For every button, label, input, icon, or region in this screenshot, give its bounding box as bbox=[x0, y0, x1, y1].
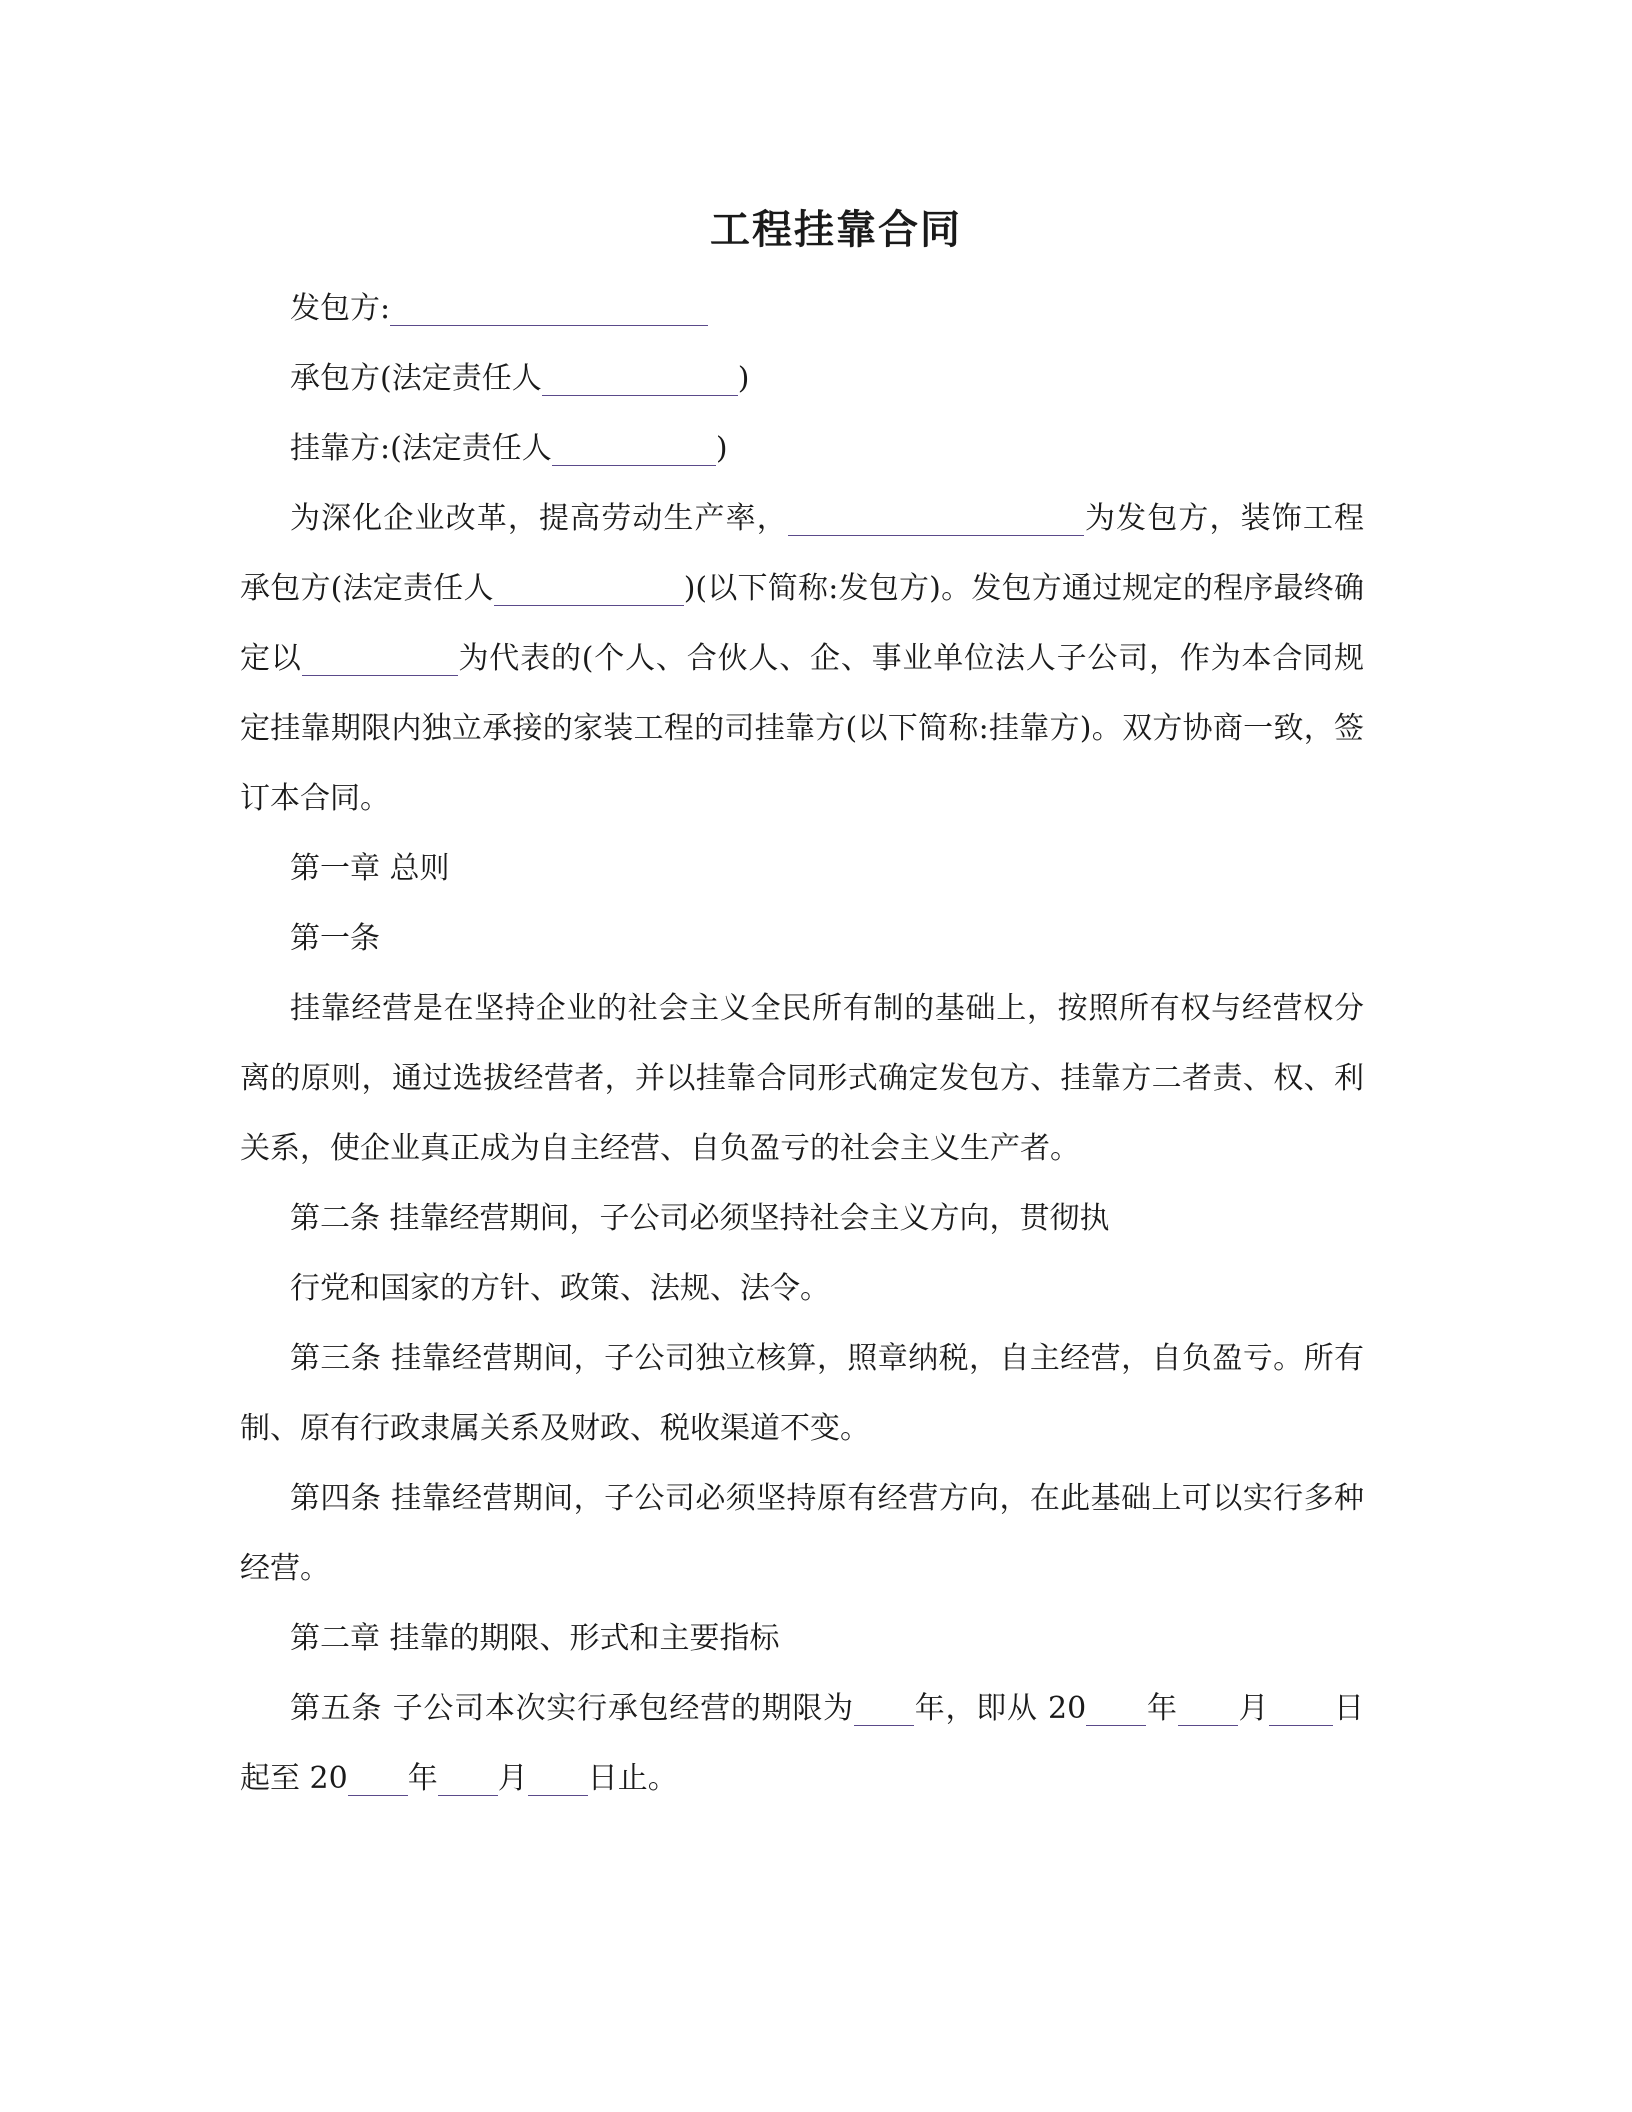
article-5-blank-to-year bbox=[348, 1755, 408, 1796]
intro-blank-3 bbox=[302, 635, 458, 676]
line-fabaofang bbox=[240, 274, 1364, 344]
article-2-line-a: 第二条 挂靠经营期间，子公司必须坚持社会主义方向，贯彻执 bbox=[290, 1201, 1110, 1236]
chengbao-close: ) bbox=[737, 361, 750, 396]
article-2-line-b: 行党和国家的方针、政策、法规、法令。 bbox=[290, 1271, 830, 1306]
intro-paragraph bbox=[240, 484, 1364, 834]
article-5-blank-from-month bbox=[1178, 1685, 1238, 1726]
intro-text-b: 为发包方，装饰工程承包方(法定责任人 bbox=[240, 501, 1365, 606]
intro-text-a: 为深化企业改革，提高劳动生产率， bbox=[290, 501, 788, 536]
chengbao-blank bbox=[542, 355, 738, 396]
article-5-year-label-2: 年 bbox=[407, 1761, 438, 1796]
article-5-blank-to-month bbox=[438, 1755, 498, 1796]
guakao-label: 挂靠方:(法定责任人 bbox=[290, 431, 552, 466]
article-5-year-from: 年，即从 20 bbox=[913, 1691, 1087, 1726]
article-5-blank-from-day bbox=[1269, 1685, 1333, 1726]
document-title: 工程挂靠合同 bbox=[710, 206, 962, 253]
article-5-text-a: 第五条 子公司本次实行承包经营的期限为 bbox=[290, 1691, 854, 1726]
chengbao-label: 承包方(法定责任人 bbox=[290, 361, 542, 396]
article-5-blank-years bbox=[854, 1685, 914, 1726]
fabaofang-label: 发包方: bbox=[290, 291, 391, 326]
article-4-text: 第四条 挂靠经营期间，子公司必须坚持原有经营方向，在此基础上可以实行多种经营。 bbox=[240, 1481, 1364, 1586]
article-3-text: 第三条 挂靠经营期间，子公司独立核算，照章纳税，自主经营，自负盈亏。所有制、原有行政隶属关系及财政、税收渠道不变。 bbox=[240, 1341, 1364, 1446]
chapter-1-heading: 第一章 总则 bbox=[290, 851, 450, 886]
guakao-close: ) bbox=[715, 431, 728, 466]
fabaofang-blank bbox=[390, 285, 708, 326]
line-guakaofang bbox=[240, 414, 1364, 484]
line-chengbaofang bbox=[240, 344, 1364, 414]
intro-text-d: 为代表的(个人、合伙人、企、事业单位法人子公司，作为本合同规定挂靠期限内独立承接的家装工程的司挂靠方(以下简称:挂靠方)。双方协商一致，签订本合同。 bbox=[240, 641, 1364, 816]
article-5-month-label-2: 月 bbox=[497, 1761, 528, 1796]
guakao-blank bbox=[552, 425, 716, 466]
intro-blank-1 bbox=[788, 495, 1084, 536]
document-body bbox=[240, 274, 1364, 1814]
article-5-blank-from-year bbox=[1086, 1685, 1146, 1726]
article-1-heading: 第一条 bbox=[290, 921, 380, 956]
intro-text-c: )(以下简称:发包方)。发包方通过规定的程序最终确定以 bbox=[240, 571, 1364, 676]
article-5-year-label: 年 bbox=[1146, 1691, 1178, 1726]
chapter-2-heading: 第二章 挂靠的期限、形式和主要指标 bbox=[290, 1621, 780, 1656]
article-1-text: 挂靠经营是在坚持企业的社会主义全民所有制的基础上，按照所有权与经营权分离的原则，通过选拔经营者，并以挂靠合同形式确定发包方、挂靠方二者责、权、利关系，使企业真正成为自主经营、自负盈亏的社会主义生产者。 bbox=[240, 991, 1364, 1166]
article-5-day-to: 日起至 20 bbox=[240, 1691, 1364, 1796]
article-5-month-label: 月 bbox=[1237, 1691, 1270, 1726]
article-5-text bbox=[240, 1674, 1364, 1814]
intro-blank-2 bbox=[494, 565, 684, 606]
article-5-end: 日止。 bbox=[587, 1761, 678, 1796]
article-5-blank-to-day bbox=[528, 1755, 588, 1796]
